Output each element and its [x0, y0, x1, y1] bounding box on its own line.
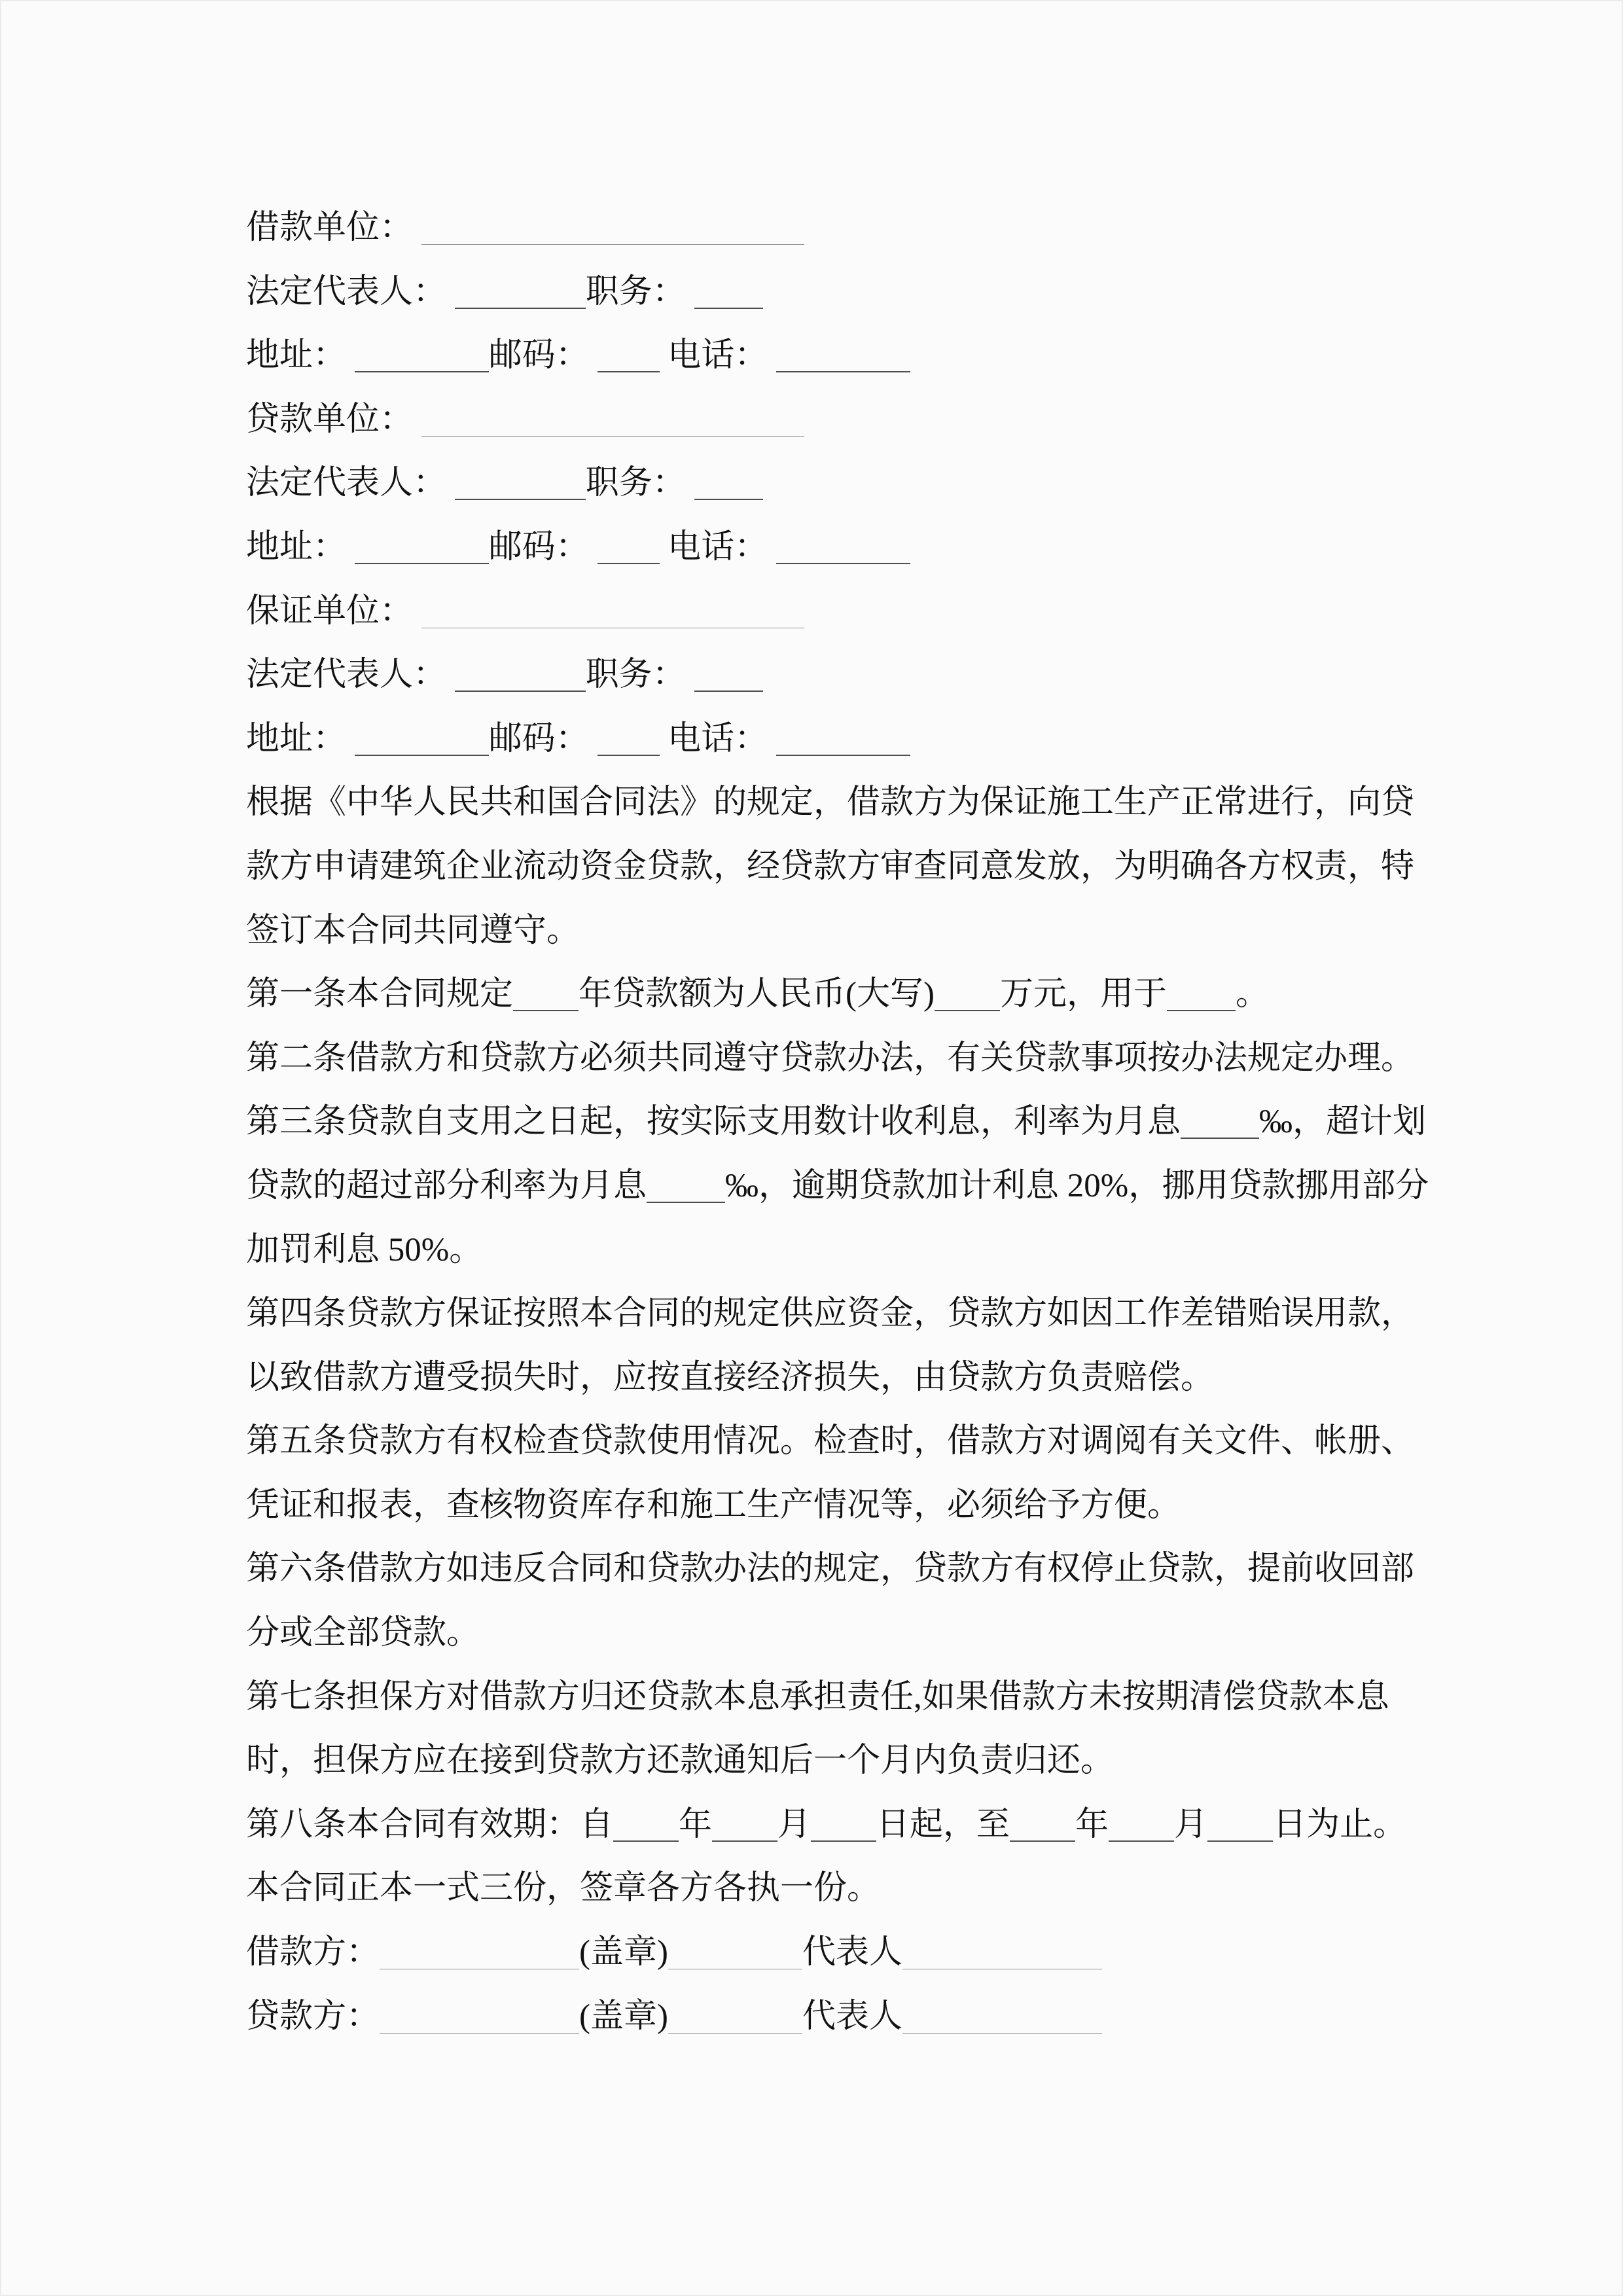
document-line	[246, 1282, 1415, 1346]
fill-in-blank	[935, 976, 1000, 1011]
document-line	[246, 196, 1408, 260]
fill-in-blank	[597, 721, 660, 756]
document-line	[246, 771, 1415, 835]
fill-in-blank	[455, 465, 586, 500]
text-run: 年	[679, 1806, 713, 1843]
document-line	[246, 1219, 1408, 1283]
fill-in-blank	[776, 721, 910, 756]
text-run: 签订本合同共同遵守。	[246, 912, 580, 949]
fill-in-blank	[1010, 1806, 1075, 1842]
text-run: 借款单位：	[246, 209, 421, 246]
document-line	[246, 452, 1408, 516]
text-run: 月	[777, 1806, 812, 1843]
text-run: 第七条担保方对借款方归还贷款本息承担责任,如果借款方未按期清偿贷款本息	[246, 1678, 1389, 1715]
text-run: 本合同正本一式三份，签章各方各执一份。	[246, 1870, 881, 1907]
text-run: 法定代表人：	[246, 656, 455, 694]
fill-in-blank	[668, 1935, 802, 1969]
text-run: ‰，超计划	[1259, 1103, 1427, 1141]
fill-in-blank	[455, 656, 586, 692]
fill-in-blank	[668, 1999, 802, 2034]
text-run: 法定代表人：	[246, 465, 455, 502]
document-line	[246, 1857, 1408, 1921]
text-run: 。	[1236, 976, 1270, 1013]
document-line	[246, 1155, 1429, 1219]
fill-in-blank	[647, 1168, 725, 1203]
text-run: 以致借款方遭受损失时，应按直接经济损失，由贷款方负责赔偿。	[246, 1359, 1215, 1396]
text-run: 代表人	[802, 1998, 902, 2035]
text-run: 法定代表人：	[246, 273, 455, 310]
text-run: 电话：	[659, 720, 777, 757]
fill-in-blank	[513, 976, 579, 1011]
text-run: 第五条贷款方有权检查贷款使用情况。检查时，借款方对调阅有关文件、帐册、	[246, 1423, 1415, 1460]
document-line	[246, 324, 1408, 388]
text-run: 日起，至	[876, 1806, 1010, 1843]
text-run: 地址：	[246, 720, 355, 757]
document-line	[246, 388, 1408, 452]
text-run: 年贷款额为人民币(大写)	[579, 976, 935, 1013]
fill-in-blank	[902, 1935, 1102, 1969]
fill-in-blank	[1207, 1806, 1273, 1842]
fill-in-blank	[613, 1806, 679, 1842]
fill-in-blank	[455, 274, 586, 309]
document-line	[246, 1474, 1408, 1538]
document-line	[246, 643, 1408, 708]
text-run: 邮码：	[488, 720, 597, 757]
text-run: 邮码：	[488, 528, 597, 565]
text-run: (盖章)	[579, 1998, 668, 2035]
document-line	[246, 1410, 1415, 1474]
text-run: 第三条贷款自支用之日起，按实际支用数计收利息，利率为月息	[246, 1103, 1181, 1141]
text-run: 电话：	[659, 337, 777, 374]
text-run: 贷款单位：	[246, 401, 421, 438]
fill-in-blank	[380, 1935, 579, 1969]
fill-in-blank	[380, 1999, 579, 2034]
fill-in-blank	[355, 721, 489, 756]
text-run: 第八条本合同有效期：自	[246, 1806, 614, 1843]
document-line	[246, 1027, 1415, 1091]
document-line	[246, 1090, 1427, 1155]
fill-in-blank	[776, 337, 910, 372]
text-run: 借款方：	[246, 1934, 380, 1971]
text-run: 根据《中华人民共和国合同法》的规定，借款方为保证施工生产正常进行，向贷	[246, 784, 1415, 821]
text-run: 职务：	[585, 273, 694, 310]
fill-in-blank	[902, 1999, 1102, 2034]
text-run: 第六条借款方如违反合同和贷款办法的规定，贷款方有权停止贷款，提前收回部	[246, 1551, 1415, 1588]
text-run: 邮码：	[488, 337, 597, 374]
text-run: 职务：	[585, 656, 694, 694]
text-run: (盖章)	[579, 1934, 668, 1971]
document-line	[246, 260, 1408, 325]
text-run: 凭证和报表，查核物资库存和施工生产情况等，必须给予方便。	[246, 1486, 1181, 1524]
text-run: 电话：	[659, 528, 777, 565]
document-line	[246, 1921, 1408, 1985]
fill-in-blank	[694, 656, 763, 692]
text-run: 第四条贷款方保证按照本合同的规定供应资金，贷款方如因工作差错贻误用款，	[246, 1295, 1415, 1333]
text-run: 贷款方：	[246, 1998, 380, 2035]
text-run: 地址：	[246, 528, 355, 565]
text-run: 第一条本合同规定	[246, 976, 514, 1013]
fill-in-blank	[421, 210, 804, 245]
document-line	[246, 1602, 1408, 1666]
fill-in-blank	[355, 529, 489, 564]
text-run: 款方申请建筑企业流动资金贷款，经贷款方审查同意发放，为明确各方权责，特	[246, 848, 1415, 885]
text-run: 贷款的超过部分利率为月息	[246, 1167, 647, 1204]
fill-in-blank	[811, 1806, 876, 1842]
document-line	[246, 1793, 1408, 1857]
text-run: 代表人	[802, 1934, 902, 1971]
fill-in-blank	[694, 465, 763, 500]
document-line	[246, 1985, 1408, 2049]
document-line	[246, 1537, 1415, 1602]
fill-in-blank	[597, 529, 660, 564]
document-line	[246, 708, 1408, 772]
text-run: 地址：	[246, 337, 355, 374]
text-run: 加罚利息 50%。	[246, 1231, 483, 1268]
fill-in-blank	[421, 402, 804, 437]
text-run: 日为止。	[1273, 1806, 1407, 1843]
text-run: 时，担保方应在接到贷款方还款通知后一个月内负责归还。	[246, 1742, 1115, 1780]
fill-in-blank	[712, 1806, 777, 1842]
document-line	[246, 580, 1408, 644]
fill-in-blank	[776, 529, 910, 564]
fill-in-blank	[597, 337, 660, 372]
text-run: 月	[1174, 1806, 1208, 1843]
document-line	[246, 516, 1408, 580]
text-run: 第二条借款方和贷款方必须共同遵守贷款办法，有关贷款事项按办法规定办理。	[246, 1039, 1415, 1077]
text-run: 年	[1075, 1806, 1109, 1843]
text-run: 万元，用于	[999, 976, 1167, 1013]
text-run: 职务：	[585, 465, 694, 502]
fill-in-blank	[355, 337, 489, 372]
text-run: 分或全部贷款。	[246, 1615, 480, 1652]
text-run: 保证单位：	[246, 592, 421, 630]
document-body	[246, 196, 1429, 2049]
fill-in-blank	[694, 274, 763, 309]
document-line	[246, 1346, 1408, 1410]
document-line	[246, 835, 1415, 899]
fill-in-blank	[1181, 1103, 1259, 1139]
fill-in-blank	[1167, 976, 1236, 1011]
document-line	[246, 1729, 1408, 1793]
fill-in-blank	[421, 594, 804, 628]
document-line	[246, 1666, 1408, 1730]
document-line	[246, 963, 1408, 1027]
document-line	[246, 899, 1408, 963]
fill-in-blank	[1109, 1806, 1174, 1842]
text-run: ‰，逾期贷款加计利息 20%，挪用贷款挪用部分	[725, 1167, 1429, 1204]
